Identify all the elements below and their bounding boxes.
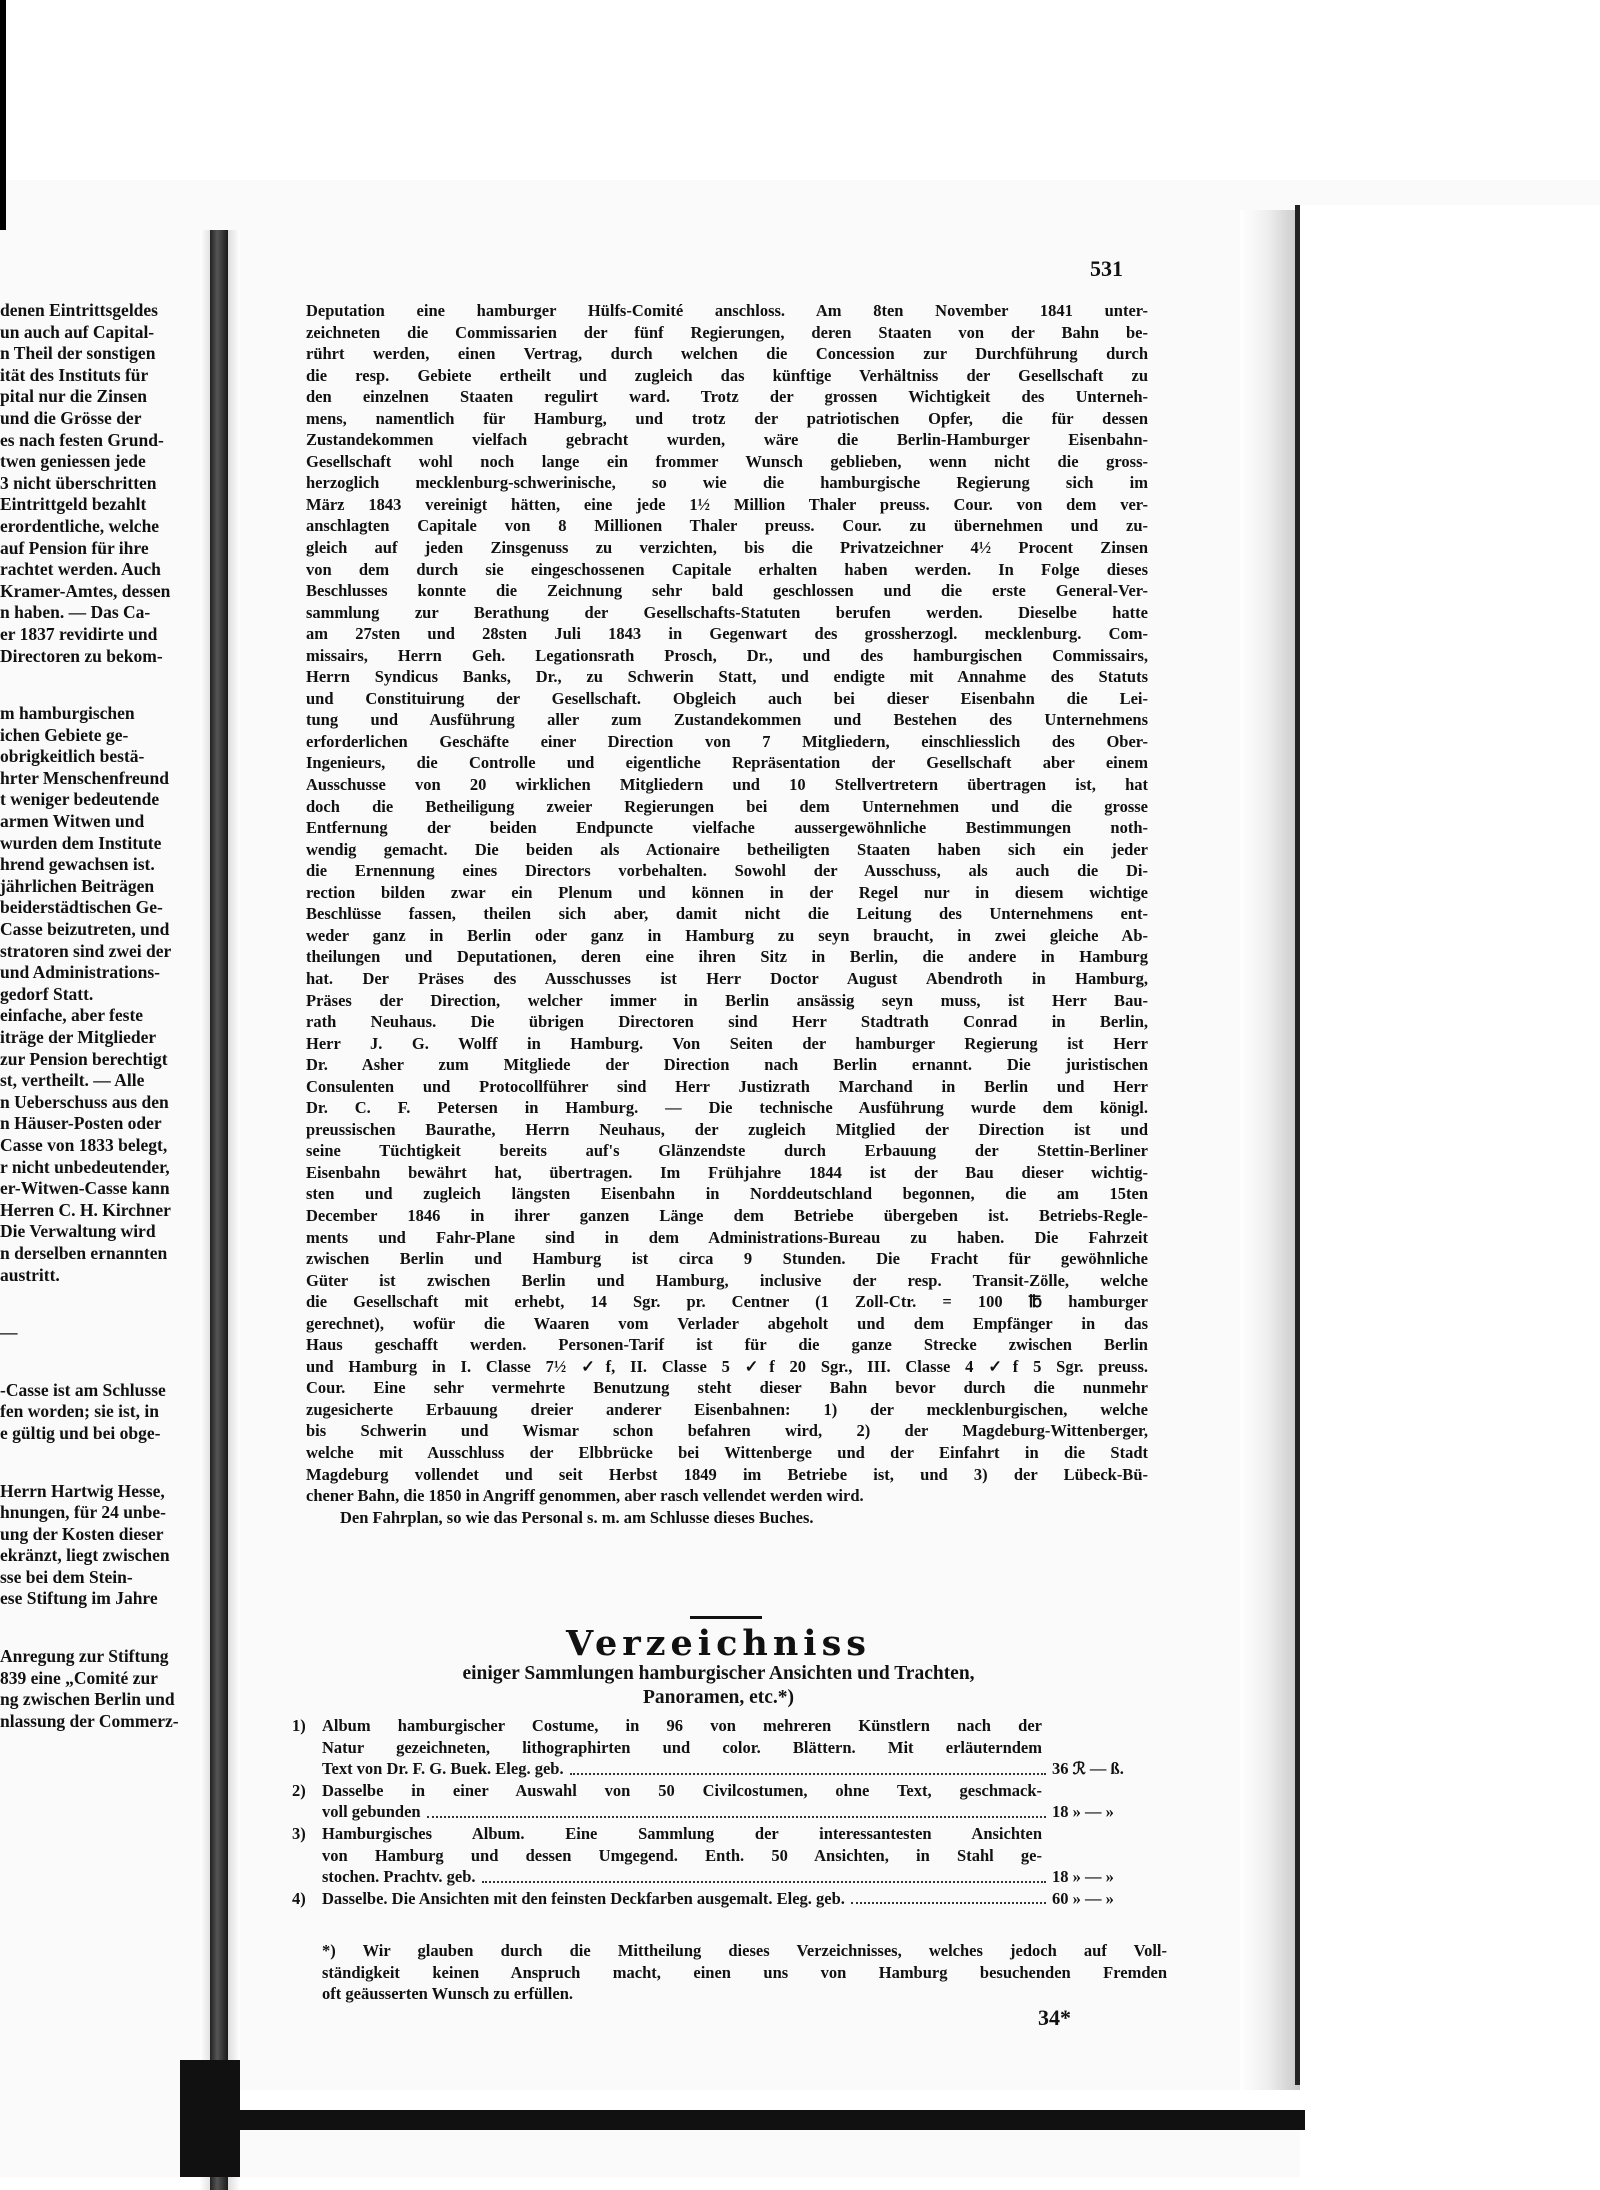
catalog-item-price: 18 » — » bbox=[1052, 1867, 1114, 1887]
left-page-line: einfache, aber feste bbox=[0, 1005, 144, 1026]
body-line: doch die Betheiligung zweier Regierungen bei dem Unternehmen und die grosse bbox=[306, 796, 1148, 816]
body-line: die resp. Gebiete ertheilt und zugleich das künftige Verhältniss der Gesellschaft zu bbox=[306, 365, 1148, 385]
catalog-item bbox=[292, 1823, 1162, 1888]
left-page-line bbox=[0, 1445, 205, 1481]
left-page-line: Casse von 1833 belegt, bbox=[0, 1134, 168, 1155]
catalog-item-number: 1) bbox=[292, 1716, 306, 1735]
left-page-line: und Administrations- bbox=[0, 962, 160, 983]
body-line: Magdeburg vollendet und seit Herbst 1849 im Betriebe ist, und 3) der Lübeck-Bü- bbox=[306, 1464, 1148, 1484]
left-page-line: e gültig und bei obge- bbox=[0, 1422, 161, 1443]
body-line: Zustandekommen vielfach gebracht wurden, wäre die Berlin-Hamburger Eisenbahn- bbox=[306, 430, 1148, 450]
catalog-item-price-line bbox=[322, 1888, 1162, 1910]
catalog-item-price: 18 » — » bbox=[1052, 1802, 1114, 1822]
body-line: sten und zugleich längsten Eisenbahn in Norddeutschland begonnen, die am 15ten bbox=[306, 1184, 1148, 1204]
left-page-line: austritt. bbox=[0, 1264, 60, 1285]
body-line: Präses der Direction, welcher immer in Berlin ansässig seyn muss, ist Herr Bau- bbox=[306, 990, 1148, 1010]
catalog-item-text: stochen. Prachtv. geb. bbox=[322, 1867, 476, 1887]
left-page-line: ung der Kosten dieser bbox=[0, 1523, 164, 1544]
body-line: Beschlüsse fassen, theilen sich aber, damit nicht die Leitung des Unternehmens ent- bbox=[306, 904, 1148, 924]
section-divider bbox=[690, 1616, 762, 1619]
body-line: Güter ist zwischen Berlin und Hamburg, inclusive der resp. Transit-Zölle, welche bbox=[306, 1270, 1148, 1290]
body-line: rath Neuhaus. Die übrigen Directoren sind Herr Stadtrath Conrad in Berlin, bbox=[306, 1012, 1148, 1032]
body-line: chener Bahn, die 1850 in Angriff genommen, aber rasch vellendet werden wird. bbox=[306, 1486, 864, 1506]
body-line: März 1843 vereinigt hätten, eine jede 1½ Million Thaler preuss. Cour. von dem ver- bbox=[306, 494, 1148, 514]
left-page-line: Eintrittgeld bezahlt bbox=[0, 494, 147, 515]
body-line: zeichneten die Commissarien der fünf Regierungen, deren Staaten von der Bahn be- bbox=[306, 322, 1148, 342]
body-line: Herr J. G. Wolff in Hamburg. Von Seiten der hamburger Regierung ist Herr bbox=[306, 1033, 1148, 1053]
left-page-line: n haben. — Das Ca- bbox=[0, 602, 151, 623]
left-page-line: ng zwischen Berlin und bbox=[0, 1689, 175, 1710]
section-title: Verzeichniss bbox=[566, 1623, 871, 1664]
left-page-line: erordentliche, welche bbox=[0, 515, 160, 536]
body-line: tung und Ausführung aller zum Zustandekommen und Bestehen des Unternehmens bbox=[306, 710, 1148, 730]
body-line: erforderlichen Geschäfte einer Direction von 7 Mitgliedern, einschliesslich des Ober- bbox=[306, 731, 1148, 751]
left-page-line: denen Eintrittsgeldes bbox=[0, 300, 158, 320]
catalog-item-price: 60 » — » bbox=[1052, 1888, 1114, 1908]
left-page-line: nlassung der Commerz- bbox=[0, 1710, 179, 1731]
left-page-line: es nach festen Grund- bbox=[0, 429, 164, 450]
body-line: zugesicherte Erbauung dreier anderer Eisenbahnen: 1) der mecklenburgischen, welche bbox=[306, 1399, 1148, 1419]
catalog-item-text: voll gebunden bbox=[322, 1802, 421, 1822]
catalog-item-price-line bbox=[322, 1758, 1162, 1780]
left-page-line: n Theil der sonstigen bbox=[0, 343, 156, 364]
body-line: December 1846 in ihrer ganzen Länge dem Betriebe übergeben ist. Betriebs-Regle- bbox=[306, 1205, 1148, 1225]
left-page-line: Anregung zur Stiftung bbox=[0, 1646, 169, 1667]
body-line: Ingenieurs, die Controlle und eigentliche Repräsentation der Gesellschaft aber einem bbox=[306, 753, 1148, 773]
left-page-line: st, vertheilt. — Alle bbox=[0, 1070, 145, 1091]
body-line: weder ganz in Berlin oder ganz in Hamburg zu seyn braucht, in zwei gleiche Ab- bbox=[306, 925, 1148, 945]
catalog-item bbox=[292, 1715, 1162, 1780]
left-page-line: n Ueberschuss aus den bbox=[0, 1091, 169, 1112]
body-line: am 27sten und 28sten Juli 1843 in Gegenwart des grossherzogl. mecklenburg. Com- bbox=[306, 624, 1148, 644]
body-line: theilungen und Deputationen, deren eine ihren Sitz in Berlin, die andere in Hamburg bbox=[306, 947, 1148, 967]
left-page-line: n derselben ernannten bbox=[0, 1242, 168, 1263]
footnote-line: oft geäusserten Wunsch zu erfüllen. bbox=[322, 1984, 574, 2004]
catalog-item-price-line bbox=[322, 1801, 1162, 1823]
footnote-line: ständigkeit keinen Anspruch macht, einen uns von Hamburg besuchenden Fremden bbox=[322, 1962, 1167, 1982]
body-line: Beschlusses konnte die Zeichnung sehr bald geschlossen und die erste General-Ver- bbox=[306, 581, 1148, 601]
left-page-line: obrigkeitlich bestä- bbox=[0, 746, 145, 767]
body-line: wendig gemacht. Die beiden als Actionaire betheiligten Staaten haben sich ein jeder bbox=[306, 839, 1148, 859]
catalog-item bbox=[292, 1780, 1162, 1823]
body-line: die Gesellschaft mit erhebt, 14 Sgr. pr. Centner (1 Zoll-Ctr. = 100 ℔ hamburger bbox=[306, 1292, 1148, 1312]
left-page-line: t weniger bedeutende bbox=[0, 789, 160, 810]
body-line: mens, namentlich für Hamburg, und trotz der patriotischen Opfer, die für dessen bbox=[306, 408, 1148, 428]
left-page-line: Kramer-Amtes, dessen bbox=[0, 580, 171, 601]
catalog-item bbox=[292, 1888, 1162, 1910]
left-page-line bbox=[0, 1610, 205, 1646]
catalog-item-number: 4) bbox=[292, 1888, 306, 1908]
left-page-line: ität des Instituts für bbox=[0, 364, 149, 385]
left-page-line: stratoren sind zwei der bbox=[0, 940, 172, 961]
signature-mark: 34* bbox=[1038, 2005, 1071, 2030]
body-line: Eisenbahn bewährt hat, übertragen. Im Frühjahre 1844 ist der Bau dieser wichtig- bbox=[306, 1162, 1148, 1182]
left-page-line bbox=[0, 1286, 205, 1322]
body-line: preussischen Baurathe, Herrn Neuhaus, der zugleich Mitglied der Direction ist und bbox=[306, 1119, 1148, 1139]
left-page-line: r nicht unbedeutender, bbox=[0, 1156, 170, 1177]
catalog-item-line: Natur gezeichneten, lithographirten und color. Blättern. Mit erläuterndem bbox=[322, 1737, 1042, 1757]
scan-margin-right bbox=[1300, 205, 1600, 2177]
body-line: und Hamburg in I. Classe 7½ ✓f, II. Classe 5 ✓f 20 Sgr., III. Classe 4 ✓f 5 Sgr. preuss. bbox=[306, 1356, 1148, 1376]
left-page-line: armen Witwen und bbox=[0, 811, 145, 832]
left-page-line: Die Verwaltung wird bbox=[0, 1221, 156, 1242]
left-page-line: beiderstädtischen Ge- bbox=[0, 897, 163, 918]
scan-edge-left bbox=[0, 0, 6, 230]
left-page-line: zur Pension berechtigt bbox=[0, 1048, 168, 1069]
body-line: hat. Der Präses des Ausschusses ist Herr Doctor August Abendroth in Hamburg, bbox=[306, 968, 1148, 988]
footnote-line: *) Wir glauben durch die Mittheilung dieses Verzeichnisses, welches jedoch auf Voll- bbox=[322, 1941, 1167, 1960]
left-page-line: gedorf Statt. bbox=[0, 983, 94, 1004]
catalog-item-text: Text von Dr. F. G. Buek. Eleg. geb. bbox=[322, 1759, 564, 1779]
left-page-line: und die Grösse der bbox=[0, 407, 142, 428]
leader-dots bbox=[851, 1888, 1046, 1905]
leader-dots bbox=[570, 1758, 1046, 1775]
page-number: 531 bbox=[1090, 256, 1123, 281]
body-line: Dr. Asher zum Mitgliede der Direction nach Berlin ernannt. Die juristischen bbox=[306, 1055, 1148, 1075]
spine-bottom bbox=[180, 2060, 240, 2177]
body-line: bis Schwerin und Wismar schon befahren wird, 2) der Magdeburg-Wittenberger, bbox=[306, 1421, 1148, 1441]
left-page-line: ekränzt, liegt zwischen bbox=[0, 1545, 170, 1566]
left-page-line: rachtet werden. Auch bbox=[0, 559, 161, 580]
left-page-line: ichen Gebiete ge- bbox=[0, 724, 129, 745]
left-page-line: Casse beizutreten, und bbox=[0, 919, 170, 940]
body-line: die Ernennung eines Directors vorbehalten. Sowohl der Ausschuss, als auch die Di- bbox=[306, 861, 1148, 881]
left-page-line: Herrn Hartwig Hesse, bbox=[0, 1480, 165, 1501]
body-line: anschlagten Capitale von 8 Millionen Thaler preuss. Cour. zu übernehmen und zu- bbox=[306, 516, 1148, 536]
body-line: welche mit Ausschluss der Elbbrücke bei Wittenberge und der Einfahrt in die Stadt bbox=[306, 1442, 1148, 1462]
section-subtitle bbox=[285, 1662, 1152, 1710]
left-page-line: -Casse ist am Schlusse bbox=[0, 1379, 166, 1400]
section-subtitle-line-1: einiger Sammlungen hamburgischer Ansichten und Trachten, bbox=[462, 1663, 975, 1684]
left-page-line: jährlichen Beiträgen bbox=[0, 875, 155, 896]
left-page-line: hrend gewachsen ist. bbox=[0, 854, 155, 875]
main-paragraph bbox=[306, 300, 1148, 1528]
body-line: rührt werden, einen Vertrag, durch welchen die Concession zur Durchführung durch bbox=[306, 344, 1148, 364]
footnote bbox=[322, 1940, 1167, 2005]
body-line: herzoglich mecklenburg-schwerinische, so wie die hamburgische Regierung sich im bbox=[306, 473, 1148, 493]
left-page-line: auf Pension für ihre bbox=[0, 537, 149, 558]
body-line: den einzelnen Staaten regulirt ward. Trotz der grossen Wichtigkeit des Unterneh- bbox=[306, 387, 1148, 407]
left-page-line: 839 eine „Comité zur bbox=[0, 1667, 158, 1688]
body-line: Entfernung der beiden Endpuncte vielfache aussergewöhnliche Bestimmungen noth- bbox=[306, 818, 1148, 838]
left-page-line: twen geniessen jede bbox=[0, 451, 146, 472]
left-page-line: pital nur die Zinsen bbox=[0, 386, 148, 407]
left-page-line: — bbox=[0, 1322, 18, 1343]
leader-dots bbox=[482, 1866, 1046, 1883]
left-page-line: m hamburgischen bbox=[0, 703, 135, 724]
body-line: Consulenten und Protocollführer sind Herr Justizrath Marchand in Berlin und Herr bbox=[306, 1076, 1148, 1096]
book-spine bbox=[210, 230, 228, 2190]
catalog-item-line: von Hamburg und dessen Umgegend. Enth. 50 Ansichten, in Stahl ge- bbox=[322, 1845, 1042, 1865]
body-line: gerechnet), wofür die Waaren vom Verlader abgeholt und dem Empfänger in das bbox=[306, 1313, 1148, 1333]
body-line: Cour. Eine sehr vermehrte Benutzung steht dieser Bahn bevor durch die nunmehr bbox=[306, 1378, 1148, 1398]
catalog-item-line: Dasselbe in einer Auswahl von 50 Civilcostumen, ohne Text, geschmack- bbox=[322, 1780, 1042, 1800]
body-line: rection bilden zwar ein Plenum und können in der Regel nur in diesem wichtige bbox=[306, 882, 1148, 902]
catalog-item-line: Album hamburgischer Costume, in 96 von mehreren Künstlern nach der bbox=[322, 1716, 1042, 1735]
left-page-line: un auch auf Capital- bbox=[0, 321, 155, 342]
left-page-line: wurden dem Institute bbox=[0, 832, 162, 853]
body-line: ments und Fahr-Plane sind in dem Administrations-Bureau zu haben. Die Fahrzeit bbox=[306, 1227, 1148, 1247]
left-page-line: 3 nicht überschritten bbox=[0, 472, 157, 493]
body-line: Dr. C. F. Petersen in Hamburg. — Die technische Ausführung wurde dem königl. bbox=[306, 1098, 1148, 1118]
left-page-line: fen worden; sie ist, in bbox=[0, 1401, 159, 1422]
left-page-line: Herren C. H. Kirchner bbox=[0, 1199, 171, 1220]
body-line: Haus geschafft werden. Personen-Tarif ist für die ganze Strecke zwischen Berlin bbox=[306, 1335, 1148, 1355]
left-page-line: Directoren zu bekom- bbox=[0, 645, 163, 666]
body-line: Herrn Syndicus Banks, Dr., zu Schwerin Statt, und endigte mit Annahme des Statuts bbox=[306, 667, 1148, 687]
body-line: Gesellschaft wohl noch lange ein frommer Wunsch geblieben, wenn nicht die gross- bbox=[306, 451, 1148, 471]
body-line: und Constituirung der Gesellschaft. Obgleich auch bei dieser Eisenbahn die Lei- bbox=[306, 688, 1148, 708]
left-page-line: ese Stiftung im Jahre bbox=[0, 1588, 158, 1609]
body-line: Deputation eine hamburger Hülfs-Comité anschloss. Am 8ten November 1841 unter- bbox=[306, 301, 1148, 320]
catalog-item-line: Hamburgisches Album. Eine Sammlung der interessantesten Ansichten bbox=[322, 1823, 1042, 1843]
left-page-line bbox=[0, 1344, 205, 1380]
catalog-item-number: 2) bbox=[292, 1780, 306, 1800]
left-page-line: hrter Menschenfreund bbox=[0, 767, 169, 788]
section-subtitle-line-2: Panoramen, etc.*) bbox=[642, 1687, 795, 1708]
body-line: sammlung zur Berathung der Gesellschafts-Statuten berufen werden. Dieselbe hatte bbox=[306, 602, 1148, 622]
catalog-item-price: 36 ℛ — ß. bbox=[1052, 1759, 1124, 1779]
body-line: missairs, Herrn Geh. Legationsrath Prosch, Dr., und des hamburgischen Commissairs, bbox=[306, 645, 1148, 665]
page-edge-bottom bbox=[230, 2110, 1305, 2130]
body-line: gleich auf jeden Zinsgenuss zu verzichten, bis die Privatzeichner 4½ Procent Zinsen bbox=[306, 538, 1148, 558]
catalog-item-text: Dasselbe. Die Ansichten mit den feinsten Deckfarben ausgemalt. Eleg. geb. bbox=[322, 1888, 845, 1908]
catalog-item-number: 3) bbox=[292, 1823, 306, 1843]
left-page-line: sse bei dem Stein- bbox=[0, 1566, 133, 1587]
left-page-line: er-Witwen-Casse kann bbox=[0, 1178, 170, 1199]
left-page-line bbox=[0, 667, 205, 703]
left-page-line: n Häuser-Posten oder bbox=[0, 1113, 162, 1134]
catalog-list bbox=[292, 1715, 1162, 1909]
body-line: von dem durch sie eingeschossenen Capitale erhalten haben werden. In Folge dieses bbox=[306, 559, 1148, 579]
body-line: zwischen Berlin und Hamburg ist circa 9 Stunden. Die Fracht für gewöhnliche bbox=[306, 1249, 1148, 1269]
body-line-closing: Den Fahrplan, so wie das Personal s. m. am Schlusse dieses Buches. bbox=[340, 1507, 814, 1527]
body-line: seine Tüchtigkeit bereits auf's Glänzendste durch Erbauung der Stettin-Berliner bbox=[306, 1141, 1148, 1161]
left-page-fragment bbox=[0, 300, 205, 1732]
left-page-line: er 1837 revidirte und bbox=[0, 623, 158, 644]
left-page-line: iträge der Mitglieder bbox=[0, 1027, 157, 1047]
left-page-line: hnungen, für 24 unbe- bbox=[0, 1502, 166, 1523]
body-line: Ausschusse von 20 wirklichen Mitgliedern und 10 Stellvertretern übertragen ist, hat bbox=[306, 775, 1148, 795]
catalog-item-price-line bbox=[322, 1866, 1162, 1888]
scan-margin-top bbox=[0, 0, 1600, 180]
leader-dots bbox=[427, 1801, 1046, 1818]
